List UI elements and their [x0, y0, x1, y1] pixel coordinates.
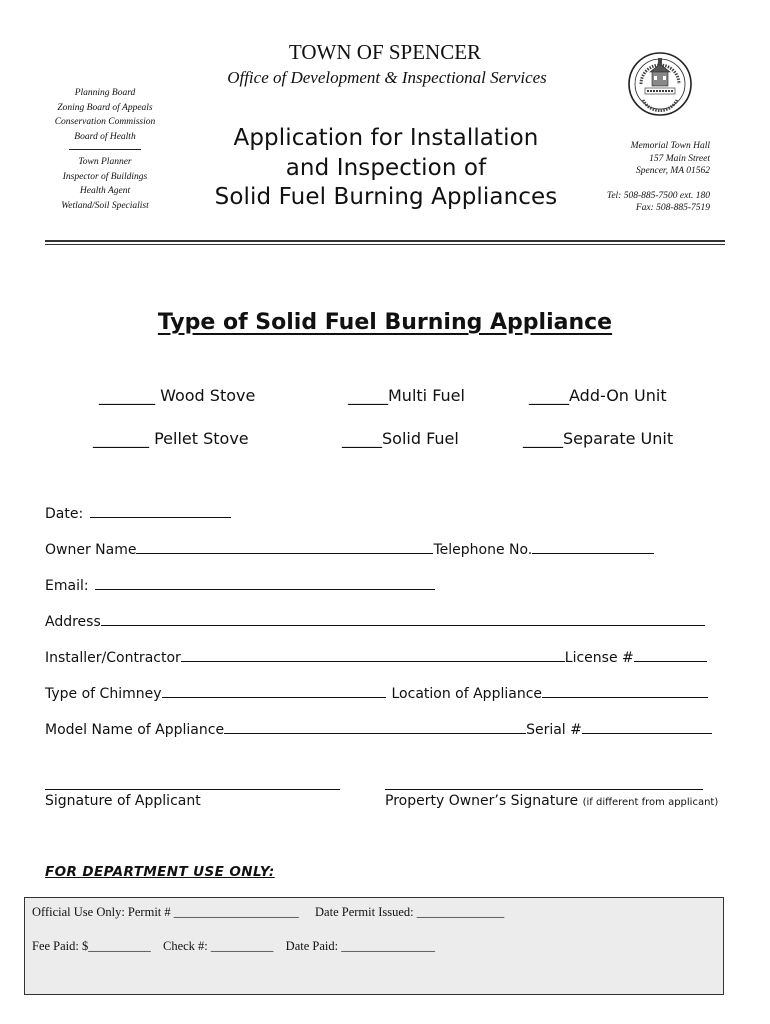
license-label: License # [564, 650, 634, 666]
installer-row [45, 649, 707, 666]
contact-info [582, 140, 710, 215]
appliance-type-heading: Type of Solid Fuel Burning Appliance [157, 310, 613, 335]
staff-item: Health Agent [79, 186, 131, 196]
option-multi-fuel[interactable] [348, 386, 465, 405]
installer-field[interactable] [181, 649, 565, 662]
option-blank[interactable]: _______ [99, 386, 155, 405]
option-label: Pellet Stove [149, 429, 249, 448]
option-blank[interactable]: _____ [523, 429, 563, 448]
board-item: Planning Board [74, 88, 136, 98]
title-line: and Inspection of [285, 154, 487, 181]
board-item: Board of Health [74, 131, 136, 142]
board-item: Zoning Board of Appeals [57, 102, 153, 113]
town-title: TOWN OF SPENCER [288, 40, 482, 64]
owner-signature-field[interactable] [385, 789, 703, 790]
chimney-field[interactable] [162, 685, 386, 698]
option-solid-fuel[interactable] [342, 429, 459, 448]
address-line: Memorial Town Hall [630, 141, 710, 151]
email-label: Email: [45, 578, 89, 594]
option-wood-stove[interactable] [99, 386, 255, 405]
option-blank[interactable]: _____ [348, 386, 388, 405]
address-field[interactable] [101, 613, 705, 626]
staff-item: Wetland/Soil Specialist [61, 200, 149, 211]
date-field[interactable] [90, 505, 231, 518]
header-rule-thin [45, 244, 725, 245]
page-title [200, 124, 572, 213]
owner-signature-text: Property Owner’s Signature [385, 793, 579, 809]
model-label: Model Name of Appliance [45, 722, 225, 738]
owner-row [45, 541, 654, 558]
telephone-label: Telephone No. [433, 542, 533, 558]
telephone-field[interactable] [532, 541, 654, 554]
option-label: Multi Fuel [388, 386, 465, 405]
permit-field[interactable]: Official Use Only: Permit # ____________________ [32, 905, 299, 919]
staff-item: Inspector of Buildings [62, 171, 148, 182]
model-field[interactable] [224, 721, 526, 734]
option-label: Add-On Unit [569, 386, 667, 405]
model-row [45, 721, 712, 738]
license-field[interactable] [634, 649, 707, 662]
address-row [45, 613, 705, 630]
serial-field[interactable] [582, 721, 712, 734]
owner-name-field[interactable] [136, 541, 433, 554]
option-blank[interactable]: _____ [342, 429, 382, 448]
address-label: Address [45, 614, 101, 630]
location-label: Location of Appliance [391, 686, 542, 702]
official-line-2 [32, 939, 435, 954]
email-row [45, 577, 435, 594]
option-label: Wood Stove [155, 386, 256, 405]
staff-item: Town Planner [78, 157, 132, 167]
office-name: Office of Development & Inspectional Services [227, 68, 547, 87]
option-blank[interactable]: _______ [93, 429, 149, 448]
serial-label: Serial # [526, 722, 582, 738]
email-field[interactable] [95, 577, 435, 590]
option-separate-unit[interactable] [523, 429, 673, 448]
address-line: 157 Main Street [649, 153, 710, 164]
date-row [45, 505, 231, 522]
option-blank[interactable]: _____ [529, 386, 569, 405]
check-field[interactable]: Check #: __________ [163, 939, 274, 953]
applicant-signature-label: Signature of Applicant [45, 793, 201, 809]
option-label: Separate Unit [563, 429, 674, 448]
owner-name-label: Owner Name [45, 542, 137, 558]
date-issued-field[interactable]: Date Permit Issued: ______________ [315, 905, 505, 919]
town-seal-logo [627, 44, 693, 124]
department-heading: FOR DEPARTMENT USE ONLY: [45, 864, 275, 880]
official-line-1 [32, 905, 504, 920]
boards-divider [69, 149, 141, 150]
date-label: Date: [45, 506, 84, 522]
chimney-row [45, 685, 708, 702]
fax-number: Fax: 508-885-7519 [635, 203, 710, 213]
installer-label: Installer/Contractor [45, 650, 181, 666]
option-pellet-stove[interactable] [93, 429, 249, 448]
boards-list [40, 86, 170, 213]
date-paid-field[interactable]: Date Paid: _______________ [285, 939, 435, 953]
title-line: Solid Fuel Burning Appliances [214, 184, 558, 210]
fee-field[interactable]: Fee Paid: $__________ [32, 939, 151, 953]
applicant-signature-field[interactable] [45, 789, 340, 790]
telephone-number: Tel: 508-885-7500 ext. 180 [606, 190, 710, 201]
owner-signature-label [385, 793, 718, 809]
board-item: Conservation Commission [54, 117, 156, 127]
header-rule [45, 240, 725, 242]
option-add-on-unit[interactable] [529, 386, 667, 405]
chimney-label: Type of Chimney [45, 686, 162, 702]
option-label: Solid Fuel [382, 429, 459, 448]
address-line: Spencer, MA 01562 [636, 166, 710, 176]
title-line: Application for Installation [233, 125, 539, 151]
owner-signature-note: (if different from applicant) [582, 797, 719, 808]
location-field[interactable] [542, 685, 708, 698]
